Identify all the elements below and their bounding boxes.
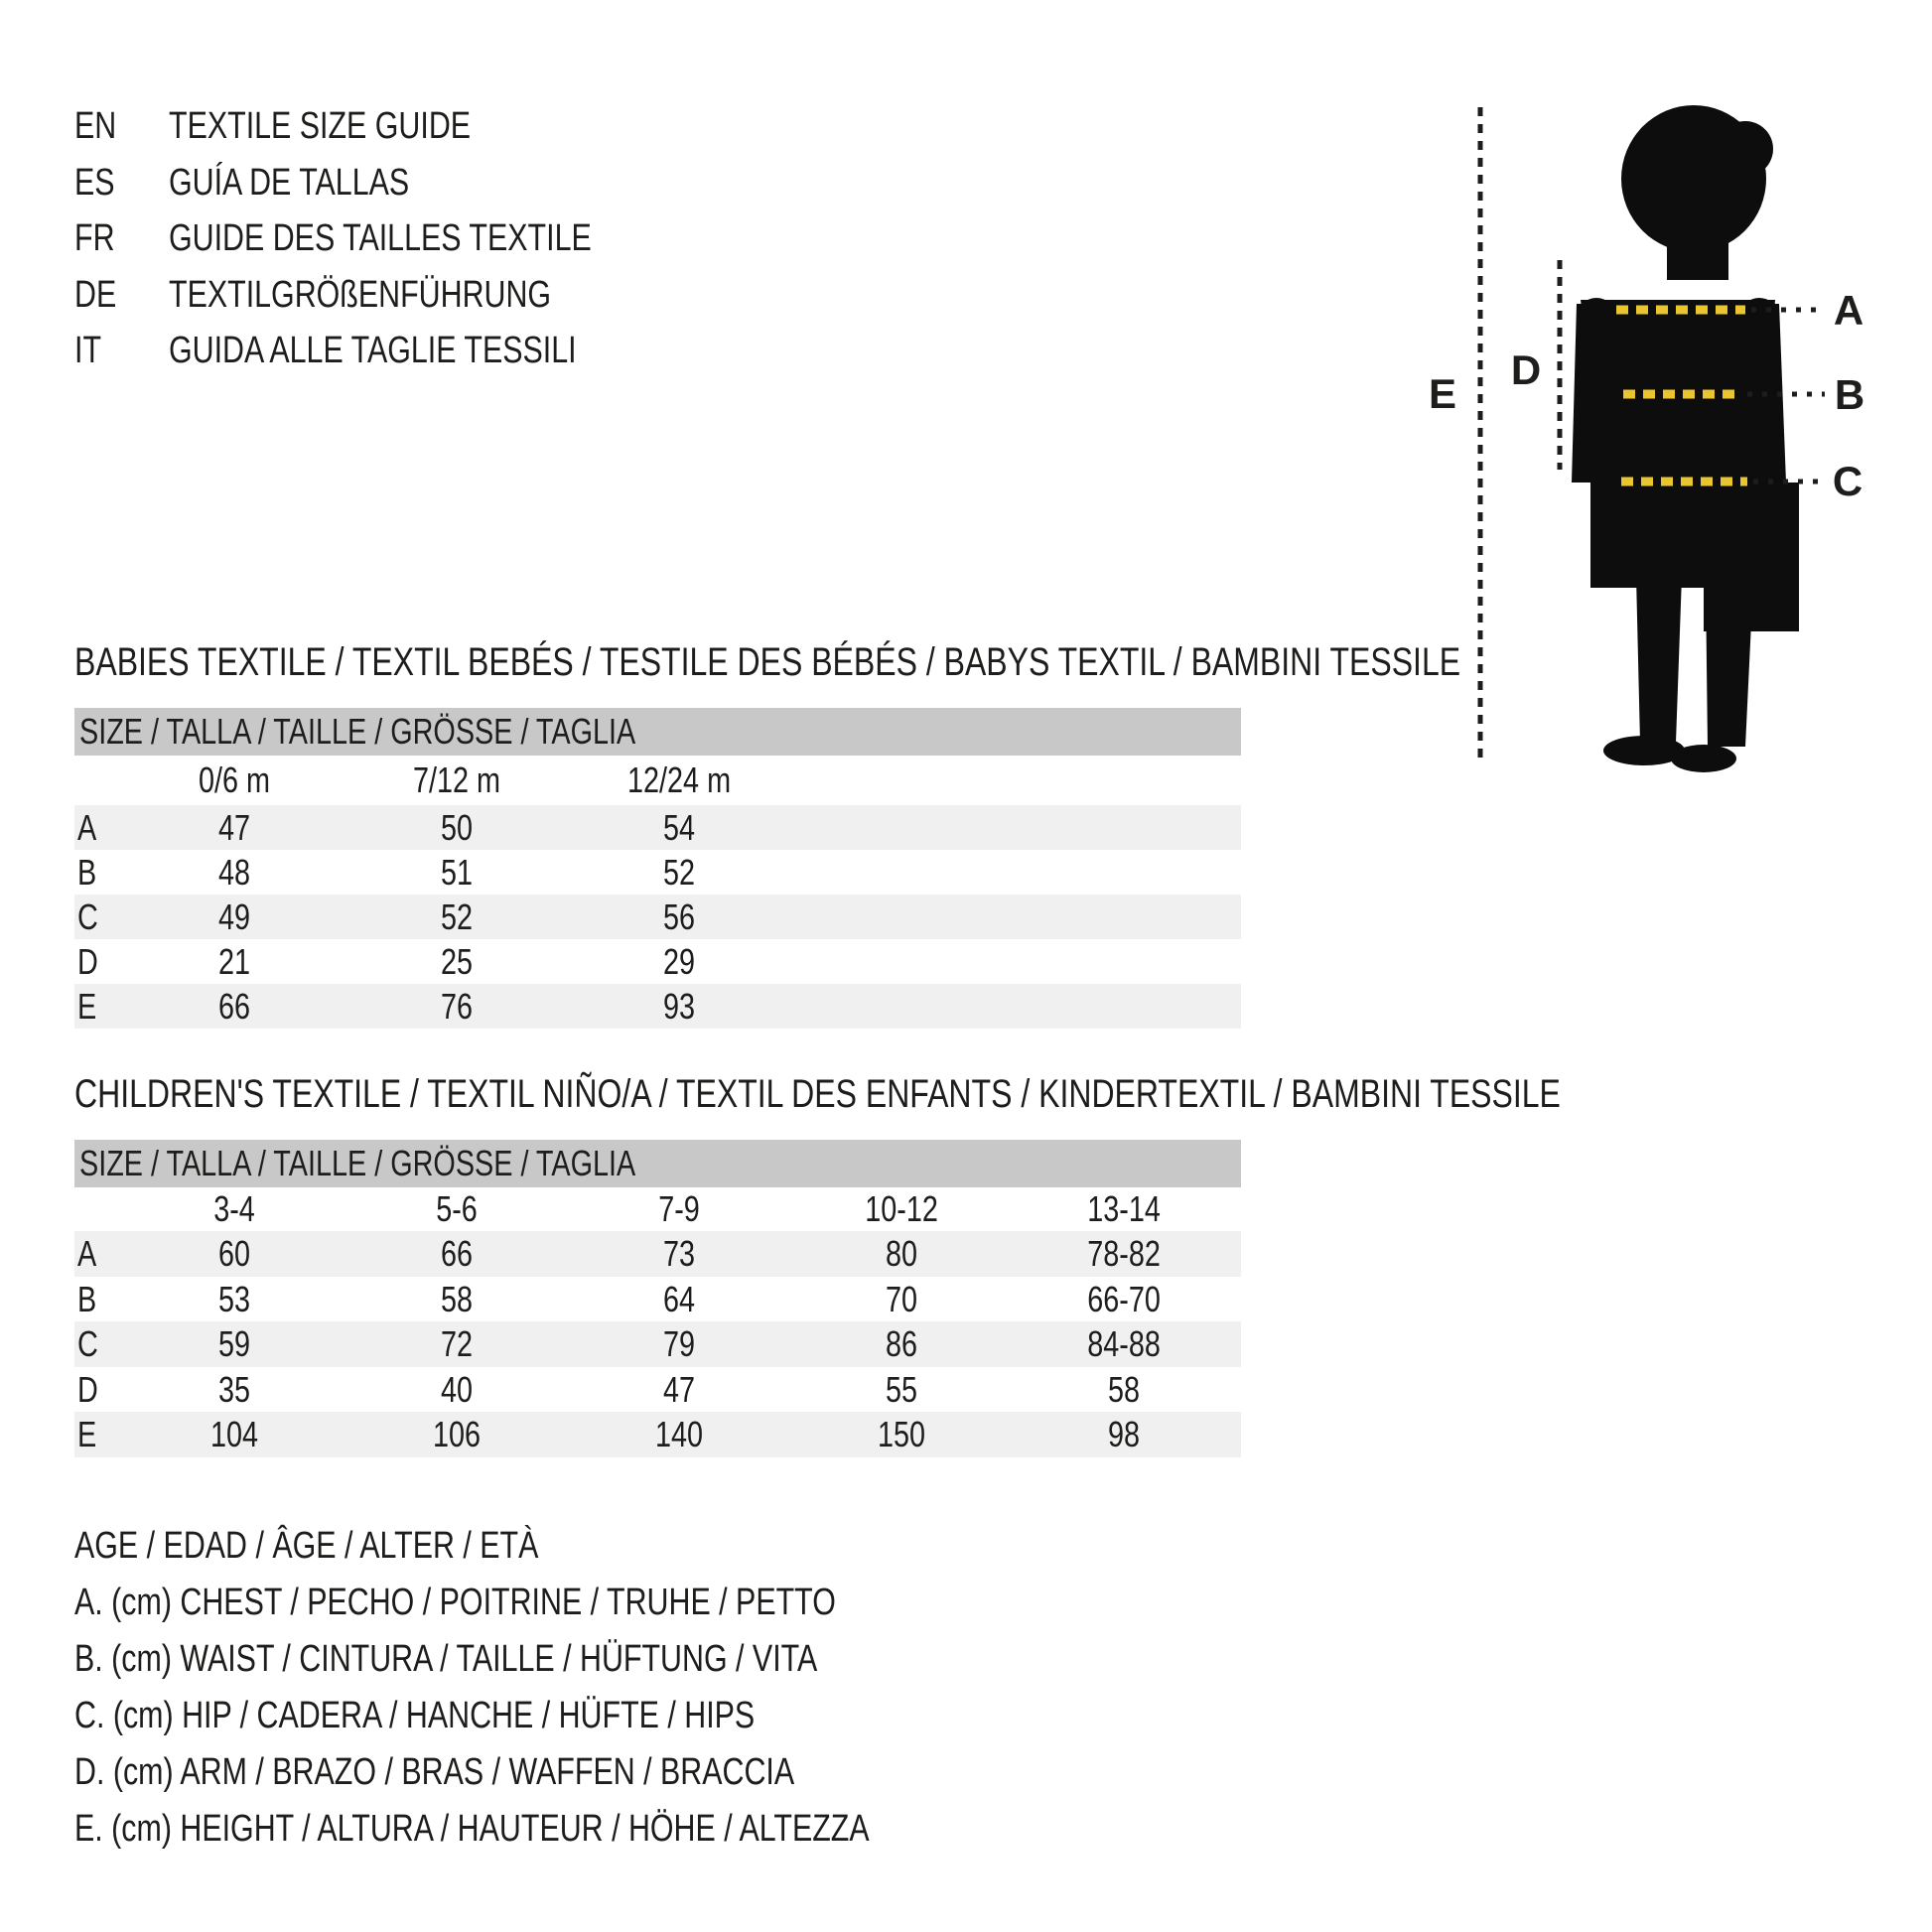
size-value-cell: 64 xyxy=(662,1278,696,1319)
size-value-cell: 140 xyxy=(654,1414,704,1455)
size-column-header: 5-6 xyxy=(436,1188,478,1229)
row-label-spacer xyxy=(74,756,123,805)
size-header-bar: SIZE / TALLA / TAILLE / GRÖSSE / TAGLIA xyxy=(74,708,1241,756)
size-value-cell: 52 xyxy=(662,852,696,893)
size-value-cell: 49 xyxy=(217,897,251,937)
size-value-cell: 52 xyxy=(440,897,474,937)
size-value-cell: 59 xyxy=(217,1323,251,1365)
measure-row-label: B xyxy=(77,1278,97,1319)
measure-row-label: C xyxy=(77,897,98,937)
size-value-cell: 47 xyxy=(662,1368,696,1410)
size-column-header: 7/12 m xyxy=(412,759,501,800)
language-title: TEXTILGRÖßENFÜHRUNG xyxy=(169,273,552,316)
language-code: FR xyxy=(74,217,115,259)
size-value-cell: 98 xyxy=(1107,1414,1141,1455)
measure-row-label: E xyxy=(77,1414,97,1455)
figure-label-c: C xyxy=(1832,458,1863,504)
size-table-row xyxy=(74,984,1241,1029)
size-value-cell: 29 xyxy=(662,941,696,982)
size-value-cell: 35 xyxy=(217,1368,251,1410)
size-table-row xyxy=(74,939,1241,984)
size-table-row xyxy=(74,1277,1241,1322)
size-value-cell: 93 xyxy=(662,986,696,1027)
size-column-header: 13-14 xyxy=(1087,1188,1161,1229)
measurement-legend xyxy=(74,1518,1068,1858)
size-value-cell: 104 xyxy=(209,1414,259,1455)
legend-line: B. (cm) WAIST / CINTURA / TAILLE / HÜFTUNG / VITA xyxy=(74,1638,818,1680)
size-value-cell: 48 xyxy=(217,852,251,893)
size-value-cell: 79 xyxy=(662,1323,696,1365)
language-row xyxy=(74,267,697,324)
size-value-cell: 58 xyxy=(440,1278,474,1319)
size-table-row xyxy=(74,1231,1241,1277)
size-value-cell: 86 xyxy=(885,1323,918,1365)
size-value-cell: 53 xyxy=(217,1278,251,1319)
legend-line: E. (cm) HEIGHT / ALTURA / HAUTEUR / HÖHE / ALTEZZA xyxy=(74,1808,870,1850)
size-table-row xyxy=(74,805,1241,850)
children-section-heading-text: CHILDREN'S TEXTILE / TEXTIL NIÑO/A / TEXTIL DES ENFANTS / KINDERTEXTIL / BAMBINI TESSILE xyxy=(74,1072,1561,1116)
size-column-header: 3-4 xyxy=(213,1188,255,1229)
legend-line: D. (cm) ARM / BRAZO / BRAS / WAFFEN / BRACCIA xyxy=(74,1751,795,1793)
language-code: EN xyxy=(74,105,117,147)
child-figure-diagram xyxy=(1370,79,1932,794)
language-code: ES xyxy=(74,161,115,204)
language-code: DE xyxy=(74,273,117,316)
size-value-cell: 40 xyxy=(440,1368,474,1410)
language-title: GUÍA DE TALLAS xyxy=(169,161,410,204)
size-value-cell: 66-70 xyxy=(1087,1278,1161,1319)
language-title: GUIDE DES TAILLES TEXTILE xyxy=(169,217,592,259)
measure-row-label: A xyxy=(77,1233,97,1274)
language-list xyxy=(74,98,697,379)
size-value-cell: 66 xyxy=(217,986,251,1027)
measure-row-label: C xyxy=(77,1323,98,1365)
language-row xyxy=(74,323,697,379)
size-table-row xyxy=(74,1412,1241,1457)
size-value-cell: 51 xyxy=(440,852,474,893)
size-table-row xyxy=(74,895,1241,939)
measure-row-label: E xyxy=(77,986,97,1027)
size-header-bar: SIZE / TALLA / TAILLE / GRÖSSE / TAGLIA xyxy=(74,1140,1241,1187)
size-value-cell: 150 xyxy=(877,1414,926,1455)
size-table-row xyxy=(74,850,1241,895)
figure-label-b: B xyxy=(1834,371,1865,418)
size-column-header: 12/24 m xyxy=(626,759,732,800)
legend-line: A. (cm) CHEST / PECHO / POITRINE / TRUHE / PETTO xyxy=(74,1582,836,1623)
size-value-cell: 78-82 xyxy=(1087,1233,1161,1274)
figure-label-e: E xyxy=(1428,370,1457,417)
size-value-cell: 80 xyxy=(885,1233,918,1274)
size-value-cell: 25 xyxy=(440,941,474,982)
babies-section-heading-text: BABIES TEXTILE / TEXTIL BEBÉS / TESTILE DES BÉBÉS / BABYS TEXTIL / BAMBINI TESSILE xyxy=(74,640,1461,684)
size-column-header-row xyxy=(74,1187,1241,1231)
measure-row-label: D xyxy=(77,1368,98,1410)
size-column-header: 10-12 xyxy=(865,1188,938,1229)
size-value-cell: 106 xyxy=(432,1414,482,1455)
size-value-cell: 21 xyxy=(217,941,251,982)
language-title: TEXTILE SIZE GUIDE xyxy=(169,105,472,147)
figure-label-d: D xyxy=(1510,346,1542,393)
size-value-cell: 70 xyxy=(885,1278,918,1319)
legend-line: AGE / EDAD / ÂGE / ALTER / ETÀ xyxy=(74,1525,539,1567)
figure-label-a: A xyxy=(1833,287,1864,334)
size-column-header-row xyxy=(74,756,1241,805)
language-row xyxy=(74,98,697,155)
language-title: GUIDA ALLE TAGLIE TESSILI xyxy=(169,330,577,371)
size-value-cell: 55 xyxy=(885,1368,918,1410)
babies-section-heading xyxy=(74,639,1807,685)
legend-line: C. (cm) HIP / CADERA / HANCHE / HÜFTE / HIPS xyxy=(74,1695,756,1736)
size-value-cell: 72 xyxy=(440,1323,474,1365)
size-column-header: 0/6 m xyxy=(198,759,271,800)
measure-row-label: D xyxy=(77,941,98,982)
size-value-cell: 47 xyxy=(217,807,251,848)
measure-row-label: B xyxy=(77,852,97,893)
babies-size-table xyxy=(74,708,1241,1029)
size-value-cell: 56 xyxy=(662,897,696,937)
children-section-heading xyxy=(74,1071,1932,1117)
size-column-header: 7-9 xyxy=(658,1188,700,1229)
measure-row-label: A xyxy=(77,807,97,848)
size-value-cell: 54 xyxy=(662,807,696,848)
language-row xyxy=(74,210,697,267)
row-label-spacer xyxy=(74,1187,123,1231)
size-table-row xyxy=(74,1367,1241,1413)
size-value-cell: 84-88 xyxy=(1087,1323,1161,1365)
children-size-table xyxy=(74,1140,1241,1457)
size-value-cell: 66 xyxy=(440,1233,474,1274)
size-value-cell: 58 xyxy=(1107,1368,1141,1410)
size-table-row xyxy=(74,1321,1241,1367)
language-code: IT xyxy=(74,330,102,371)
size-value-cell: 76 xyxy=(440,986,474,1027)
size-value-cell: 50 xyxy=(440,807,474,848)
language-row xyxy=(74,155,697,211)
size-value-cell: 60 xyxy=(217,1233,251,1274)
size-value-cell: 73 xyxy=(662,1233,696,1274)
